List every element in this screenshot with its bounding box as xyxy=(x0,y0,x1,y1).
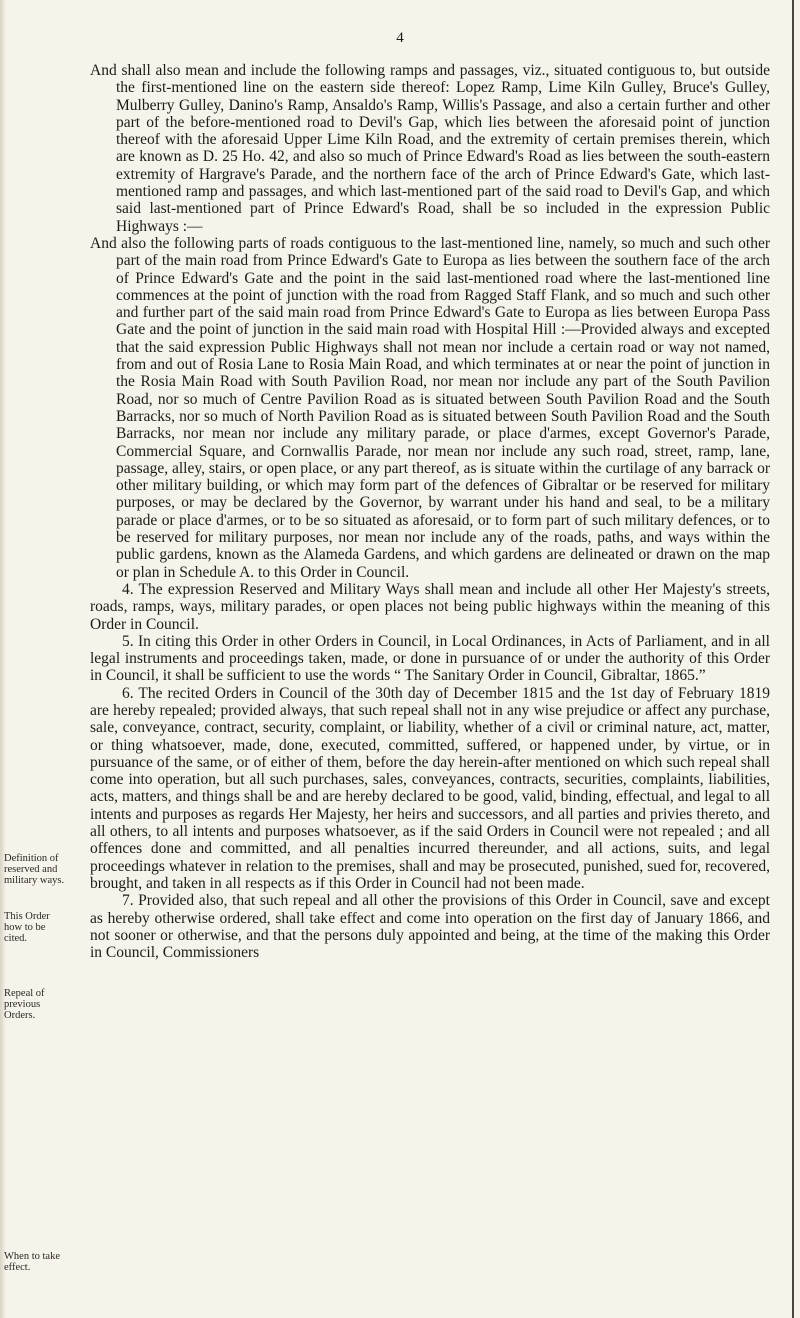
section-4: 4. The expression Reserved and Military Ways shall mean and include all other Her Majesty's streets, roads, ramps, ways, military parades, or open places not being public highways within the meaning of this Order in Council. xyxy=(90,580,770,633)
section-6: 6. The recited Orders in Council of the 30th day of December 1815 and the 1st day of February 1819 are hereby repealed; provided always, that such repeal shall not in any wise prejudice or affect any purchase, sale, conveyance, contract, security, complaint, or liability, whether of a civil or criminal nature, act, matter, or thing whatsoever, made, done, executed, committed, suffered, or happened under, by virtue, or in pursuance of the same, or of either of them, before the day herein-after mentioned on which such repeal shall come into operation, but all such purchases, sales, conveyances, contracts, securities, complaints, liabilities, acts, matters, and things shall be and are hereby declared to be good, valid, binding, effectual, and legal to all intents and purposes as regards Her Majesty, her heirs and successors, and all parties and privies thereto, and all others, to all intents and purposes whatsoever, as if the said Orders in Council were not repealed ; and all offences done and committed, and all penalties incurred thereunder, and all actions, suits, and legal proceedings whatever in relation to the premises, shall and may be prosecuted, punished, sued for, recovered, brought, and taken in all respects as if this Order in Council had not been made. xyxy=(90,684,770,892)
document-body xyxy=(90,62,770,961)
page-left-edge xyxy=(0,0,6,1318)
paragraph-ramps: And shall also mean and include the following ramps and passages, viz., situated contiguous to, but outside the first-mentioned line on the eastern side thereof: Lopez Ramp, Lime Kiln Gulley, Bruce's Gulley, Mulberry Gulley, Danino's Ramp, Ansaldo's Ramp, Willis's Passage, and also a certain further and other part of the before-mentioned road to Devil's Gap, which lies between the aforesaid point of junction thereof with the aforesaid Upper Lime Kiln Road, and the extremity of certain premises therein, which are known as D. 25 Ho. 42, and also so much of Prince Edward's Road as lies between the south-eastern extremity of Hargrave's Parade, and the northern face of the arch of Prince Edward's Gate, which last-mentioned ramp and passages, and which last-mentioned part of the said road to Devil's Gap, and which said last-mentioned part of Prince Edward's Road, shall be so included in the expression Public Highways :— xyxy=(90,62,770,235)
margin-note-repeal: Repeal of previous Orders. xyxy=(4,988,45,1021)
page-right-rule xyxy=(792,0,794,1318)
margin-note-citation: This Order how to be cited. xyxy=(4,911,50,944)
margin-note-definition: Definition of reserved and military ways. xyxy=(4,853,65,886)
page-number: 4 xyxy=(396,30,404,46)
margin-note-effect: When to take effect. xyxy=(4,1251,60,1273)
section-7: 7. Provided also, that such repeal and all other the provisions of this Order in Council, save and except as hereby otherwise ordered, shall take effect and come into operation on the first day of January 1866, and not sooner or otherwise, and that the persons duly appointed and being, at the time of the making this Order in Council, Commissioners xyxy=(90,892,770,962)
paragraph-roads: And also the following parts of roads contiguous to the last-mentioned line, namely, so much and such other part of the main road from Prince Edward's Gate to Europa as lies between the southern face of the arch of Prince Edward's Gate and the point in the said last-mentioned road where the last-mentioned line commences at the point of junction with the road from Ragged Staff Flank, and so much and such other and further part of the said main road from Prince Edward's Gate to Europa as lies between Europa Pass Gate and the point of junction in the said main road with Hospital Hill :—Provided always and excepted that the said expression Public Highways shall not mean nor include a certain road or way not named, from and out of Rosia Lane to Rosia Main Road, and which terminates at or near the point of junction in the Rosia Main Road with South Pavilion Road, nor mean nor include any part of the South Pavilion Road, nor so much of Centre Pavilion Road as is situated between South Pavilion Road and the South Barracks, nor so much of North Pavilion Road as is situated between South Pavilion Road and the South Barracks, nor mean nor include any military parade, or place d'armes, except Governor's Parade, Commercial Square, and Cornwallis Parade, nor mean nor include any such road, street, ramp, lane, passage, alley, stairs, or open place, or any part thereof, as is situate within the curtilage of any barrack or other military building, or which may form part of the defences of Gibraltar or be reserved for military purposes, or may be declared by the Governor, by warrant under his hand and seal, to be a military parade or place d'armes, or to be so situated as aforesaid, or to form part of such military defences, or to be reserved for military purposes, nor mean nor include any of the roads, paths, and ways within the public gardens, known as the Alameda Gardens, and which gardens are delineated or drawn on the map or plan in Schedule A. to this Order in Council. xyxy=(90,234,770,581)
section-5: 5. In citing this Order in other Orders in Council, in Local Ordinances, in Acts of Parliament, and in all legal instruments and proceedings taken, made, or done in pursuance of or under the authority of this Order in Council, it shall be sufficient to use the words “ The Sanitary Order in Council, Gibraltar, 1865.” xyxy=(90,632,770,685)
